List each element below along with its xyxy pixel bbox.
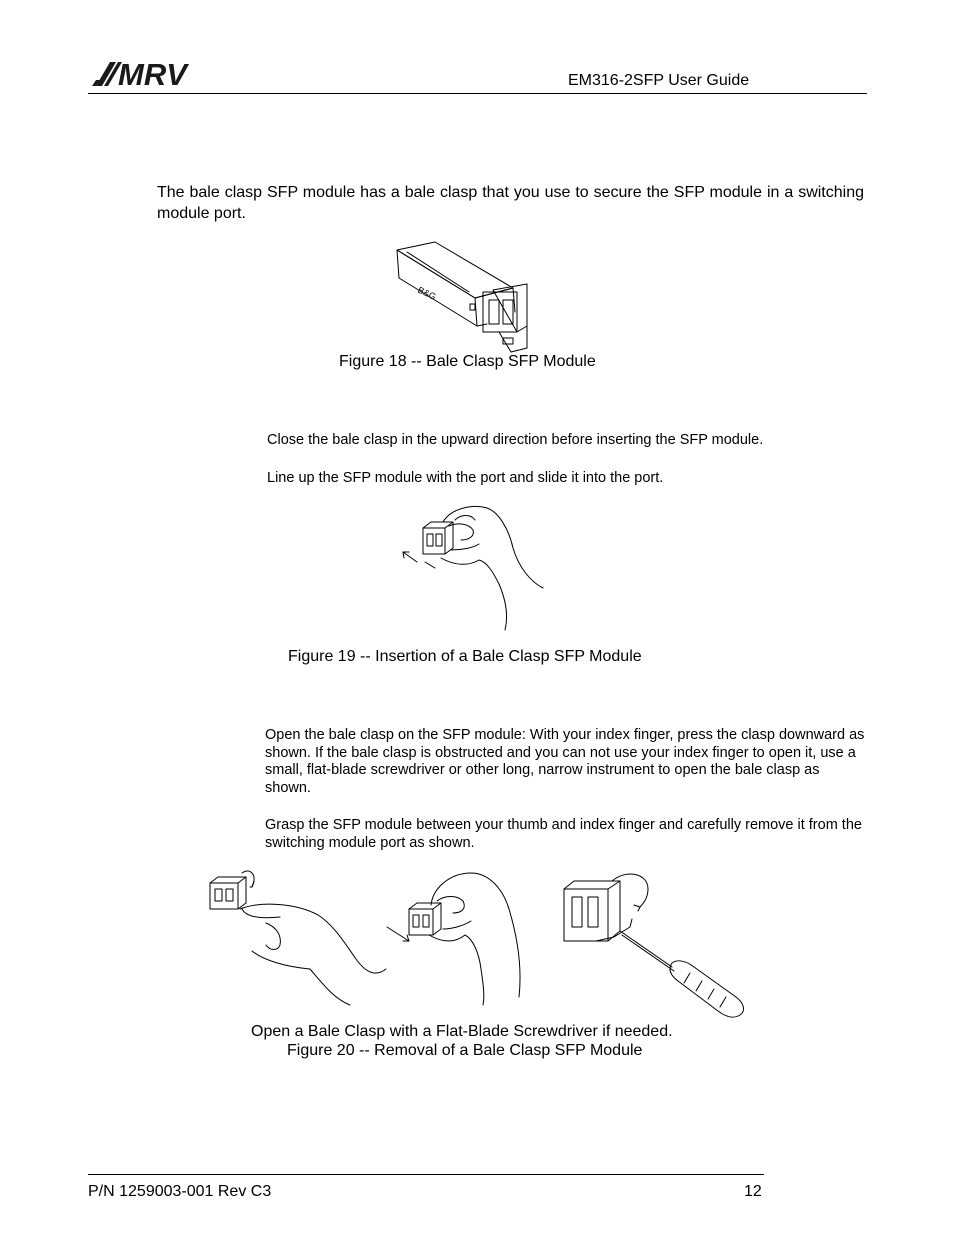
removal-step-2: Grasp the SFP module between your thumb and index finger and carefully remove it from the switching module port as shown. [265, 817, 862, 851]
removal-illustrations [200, 865, 760, 1030]
part-number: P/N 1259003-001 Rev C3 [88, 1183, 272, 1200]
figure-20-caption: Figure 20 -- Removal of a Bale Clasp SFP Module [287, 1042, 643, 1059]
finger-press-illustration [210, 871, 386, 1005]
figure-20-note: Open a Bale Clasp with a Flat-Blade Screwdriver if needed. [251, 1023, 673, 1040]
removal-step-1: Open the bale clasp on the SFP module: With your index finger, press the clasp downward as shown. If the bale clasp is obstructed and you can not use your index finger to open it, use a small, flat-blade screwdriver or other long, narrow instrument to open the bale clasp as shown. [265, 727, 865, 796]
figure-19-caption: Figure 19 -- Insertion of a Bale Clasp SFP Module [288, 648, 642, 665]
hand-insertion-illustration [395, 500, 555, 632]
figure-18-caption: Figure 18 -- Bale Clasp SFP Module [339, 353, 596, 370]
footer-divider [88, 1174, 764, 1175]
insertion-step-1: Close the bale clasp in the upward direction before inserting the SFP module. [267, 432, 764, 448]
document-title: EM316-2SFP User Guide [568, 72, 750, 89]
intro-paragraph: The bale clasp SFP module has a bale clasp that you use to secure the SFP module in a switching module port. [157, 184, 864, 222]
screwdriver-illustration [564, 874, 743, 1017]
page-number: 12 [744, 1183, 762, 1200]
mrv-logo [92, 58, 214, 88]
hand-removal-illustration [387, 873, 520, 1005]
insertion-step-2: Line up the SFP module with the port and slide it into the port. [267, 470, 664, 486]
svg-text:B&G: B&G [416, 284, 438, 302]
header-divider [88, 93, 867, 94]
sfp-module-illustration [395, 240, 545, 355]
logo-text: MRV [118, 58, 187, 88]
